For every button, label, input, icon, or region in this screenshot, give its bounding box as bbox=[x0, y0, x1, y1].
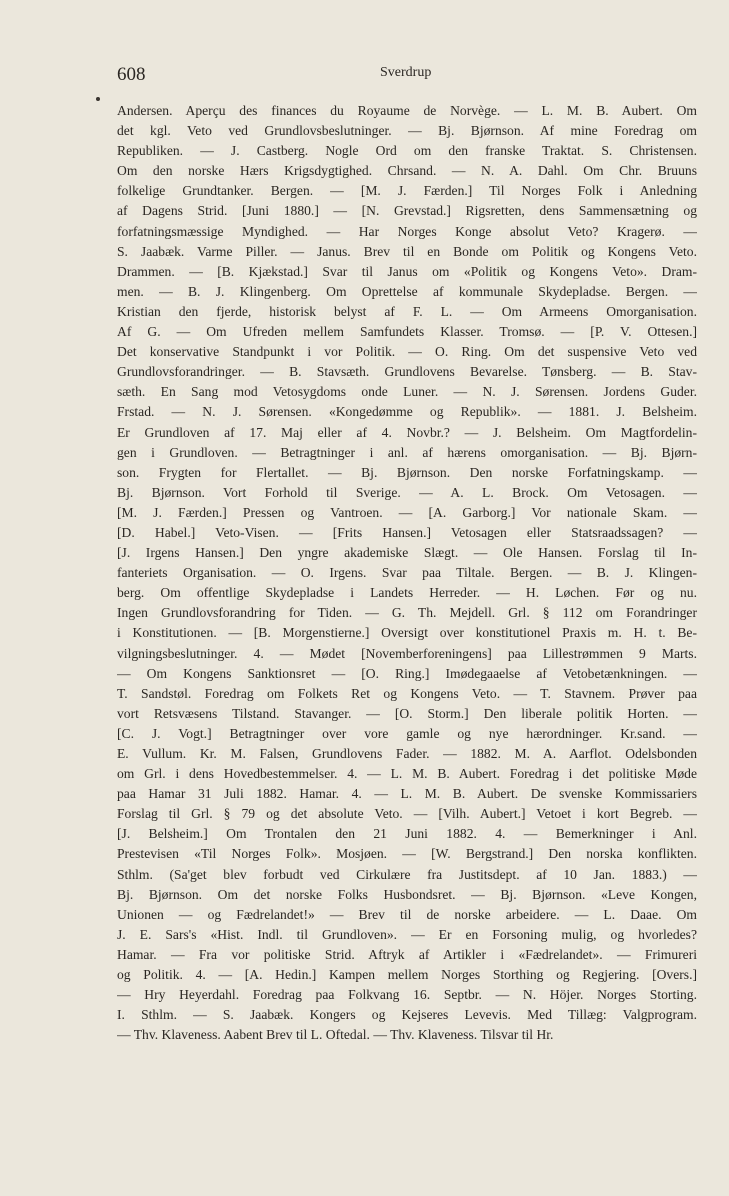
text-line: gen i Grundloven. — Betragtninger i anl. af hærens omorganisation. — Bj. Bjørn- bbox=[117, 444, 697, 460]
text-line: E. Vullum. Kr. M. Falsen, Grundlovens Fader. — 1882. M. A. Aarflot. Odelsbonden bbox=[117, 746, 697, 761]
text-line: Om den norske Hærs Krigsdygtighed. Chrsand. — N. A. Dahl. Om Chr. Bruuns bbox=[117, 163, 697, 179]
text-line: Ingen Grundlovsforandring for Tiden. — G. Th. Mejdell. Grl. § 112 om Forandringer bbox=[117, 605, 697, 621]
text-line: Grundlovsforandringer. — B. Stavsæth. Grundlovens Bevarelse. Tønsberg. — B. Stav- bbox=[117, 364, 697, 380]
text-line: J. E. Sars's «Hist. Indl. til Grundloven». — Er en Forsoning mulig, og hvorledes? bbox=[117, 926, 697, 942]
text-line: T. Sandstøl. Foredrag om Folkets Ret og Kongens Veto. — T. Stavnem. Prøver paa bbox=[117, 685, 697, 701]
margin-mark bbox=[96, 97, 100, 101]
text-line: Af G. — Om Ufreden mellem Samfundets Klasser. Tromsø. — [P. V. Ottesen.] bbox=[117, 324, 697, 340]
text-line: [C. J. Vogt.] Betragtninger over vore gamle og nye hærordninger. Kr.sand. — bbox=[117, 725, 697, 741]
text-line: Kristian den fjerde, historisk belyst af F. L. — Om Armeens Omorganisation. bbox=[117, 303, 697, 319]
text-line: berg. Om offentlige Skydepladse i Landets Herreder. — H. Løchen. Før og nu. bbox=[117, 585, 697, 601]
text-line: — Om Kongens Sanktionsret — [O. Ring.] Imødegaaelse af Vetobetænkningen. — bbox=[117, 665, 697, 681]
text-line: [J. Irgens Hansen.] Den yngre akademiske Slægt. — Ole Hansen. Forslag til In- bbox=[117, 545, 697, 561]
running-head: Sverdrup bbox=[380, 65, 432, 80]
text-line: Republiken. — J. Castberg. Nogle Ord om den franske Traktat. S. Christensen. bbox=[117, 143, 697, 159]
text-line: af Dagens Strid. [Juni 1880.] — [N. Grevstad.] Rigsretten, dens Sammensætning og bbox=[117, 203, 697, 219]
text-line: vilgningsbeslutninger. 4. — Mødet [Novemberforeningens] paa Lillestrømmen 9 Marts. bbox=[117, 645, 697, 661]
text-line: S. Jaabæk. Varme Piller. — Janus. Brev til en Bonde om Politik og Kongens Veto. bbox=[117, 243, 697, 259]
text-line: son. Frygten for Flertallet. — Bj. Bjørnson. Den norske Forfatningskamp. — bbox=[117, 464, 697, 480]
text-line: Frstad. — N. J. Sørensen. «Kongedømme og Republik». — 1881. J. Belsheim. bbox=[117, 404, 697, 420]
text-line: Forslag til Grl. § 79 og det absolute Veto. — [Vilh. Aubert.] Vetoet i kort Begreb. — bbox=[117, 806, 697, 822]
text-line: fanteriets Organisation. — O. Irgens. Svar paa Tiltale. Bergen. — B. J. Klingen- bbox=[117, 565, 697, 581]
text-line: Bj. Bjørnson. Om det norske Folks Husbondsret. — Bj. Bjørnson. «Leve Kongen, bbox=[117, 886, 697, 902]
text-line: Det konservative Standpunkt i vor Politik. — O. Ring. Om det suspensive Veto ved bbox=[117, 344, 697, 360]
text-line: Prestevisen «Til Norges Folk». Mosjøen. — [W. Bergstrand.] Den norska konflikten. bbox=[117, 846, 697, 862]
text-line: [M. J. Færden.] Pressen og Vantroen. — [A. Garborg.] Vor nationale Skam. — bbox=[117, 504, 697, 520]
text-line: Unionen — og Fædrelandet!» — Brev til de norske arbeidere. — L. Daae. Om bbox=[117, 906, 697, 922]
text-line: [D. Habel.] Veto-Visen. — [Frits Hansen.] Vetosagen eller Statsraadssagen? — bbox=[117, 524, 697, 540]
text-line: det kgl. Veto ved Grundlovsbeslutninger. — Bj. Bjørnson. Af mine Foredrag om bbox=[117, 123, 697, 139]
text-line: — Thv. Klaveness. Aabent Brev til L. Oftedal. — Thv. Klaveness. Tilsvar til Hr. bbox=[117, 1027, 554, 1043]
page-header bbox=[117, 64, 697, 86]
text-line: I. Sthlm. — S. Jaabæk. Kongers og Kejseres Levevis. Med Tillæg: Valgprogram. bbox=[117, 1007, 697, 1023]
text-line: Bj. Bjørnson. Vort Forhold til Sverige. — A. L. Brock. Om Vetosagen. — bbox=[117, 484, 697, 500]
text-line: i Konstitutionen. — [B. Morgenstierne.] Oversigt over konstitutionel Praxis m. H. t. Be- bbox=[117, 625, 697, 641]
text-line: paa Hamar 31 Juli 1882. Hamar. 4. — L. M. B. Aubert. De svenske Kommissariers bbox=[117, 786, 697, 802]
text-line: — Hry Heyerdahl. Foredrag paa Folkvang 16. Septbr. — N. Höjer. Norges Storting. bbox=[117, 987, 697, 1003]
text-line: Sthlm. (Sa'get blev forbudt ved Cirkulære fra Justitsdept. af 10 Jan. 1883.) — bbox=[117, 866, 697, 882]
text-line: forfatningsmæssige Myndighed. — Har Norges Konge absolut Veto? Kragerø. — bbox=[117, 223, 697, 239]
text-line: [J. Belsheim.] Om Trontalen den 21 Juni 1882. 4. — Bemerkninger i Anl. bbox=[117, 826, 697, 842]
bibliography-text bbox=[117, 101, 697, 1045]
text-line: Hamar. — Fra vor politiske Strid. Aftryk af Artikler i «Fædrelandet». — Frimureri bbox=[117, 946, 697, 962]
text-line: Andersen. Aperçu des finances du Royaume de Norvège. — L. M. B. Aubert. Om bbox=[117, 103, 697, 118]
text-line: folkelige Grundtanker. Bergen. — [M. J. Færden.] Til Norges Folk i Anledning bbox=[117, 183, 697, 199]
text-line: om Grl. i dens Hovedbestemmelser. 4. — L. M. B. Aubert. Foredrag i det politiske Møde bbox=[117, 766, 697, 782]
text-line: sæth. En Sang mod Vetosygdoms onde Luner. — N. J. Sørensen. Jordens Guder. bbox=[117, 384, 697, 400]
page-number: 608 bbox=[117, 64, 146, 85]
text-line: men. — B. J. Klingenberg. Om Oprettelse af kommunale Skydepladse. Bergen. — bbox=[117, 283, 697, 299]
text-line: Er Grundloven af 17. Maj eller af 4. Novbr.? — J. Belsheim. Om Magtfordelin- bbox=[117, 424, 697, 440]
text-line: Drammen. — [B. Kjækstad.] Svar til Janus om «Politik og Kongens Veto». Dram- bbox=[117, 263, 697, 279]
text-line: vort Retsvæsens Tilstand. Stavanger. — [O. Storm.] Den liberale politik Horten. — bbox=[117, 705, 697, 721]
text-line: og Politik. 4. — [A. Hedin.] Kampen mellem Norges Storthing og Regjering. [Overs.] bbox=[117, 967, 697, 983]
